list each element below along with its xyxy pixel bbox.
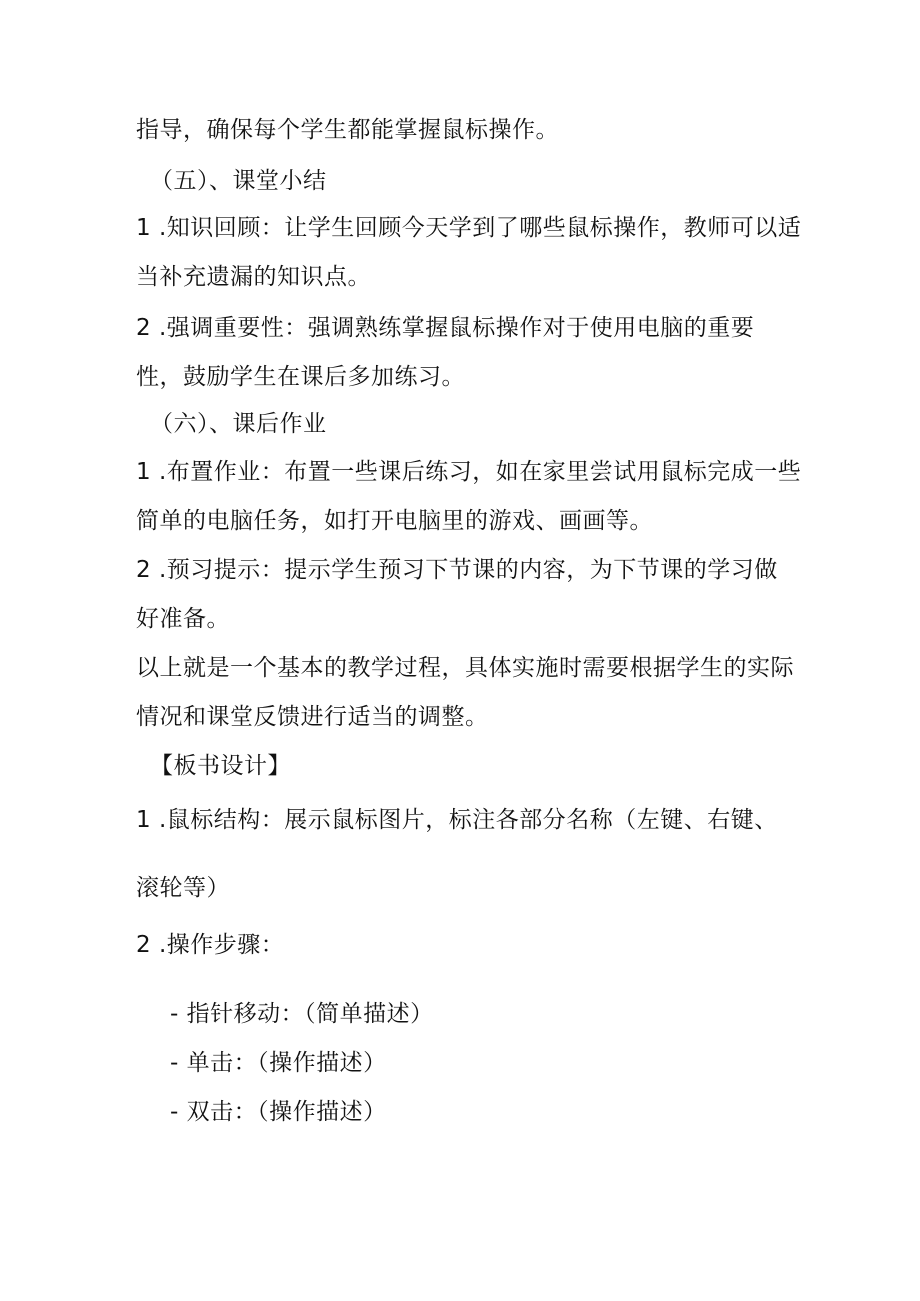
list-item-line: 1 .鼠标结构：展示鼠标图片，标注各部分名称（左键、右键、 — [136, 807, 778, 833]
section-heading: 【板书设计】 — [150, 753, 291, 779]
list-item-line: 滚轮等） — [136, 875, 230, 901]
sub-list-item: - 单击：（操作描述） — [170, 1050, 387, 1076]
list-item-line: 2 .强调重要性：强调熟练掌握鼠标操作对于使用电脑的重要 — [136, 315, 755, 341]
list-item-line: 性，鼓励学生在课后多加练习。 — [136, 364, 465, 390]
paragraph-line: 指导，确保每个学生都能掌握鼠标操作。 — [136, 117, 559, 143]
list-item-line: 当补充遗漏的知识点。 — [136, 264, 371, 290]
section-heading: （五）、课堂小结 — [150, 168, 327, 194]
sub-list-item: - 指针移动：（简单描述） — [170, 1001, 434, 1027]
list-item-line: 1 .布置作业：布置一些课后练习，如在家里尝试用鼠标完成一些 — [136, 459, 802, 485]
section-heading: （六）、课后作业 — [150, 411, 327, 437]
paragraph-line: 情况和课堂反馈进行适当的调整。 — [136, 704, 489, 730]
sub-list-item: - 双击：（操作描述） — [170, 1099, 387, 1125]
list-item-line: 简单的电脑任务，如打开电脑里的游戏、画画等。 — [136, 508, 653, 534]
list-item-line: 1 .知识回顾：让学生回顾今天学到了哪些鼠标操作，教师可以适 — [136, 215, 802, 241]
list-item-line: 2 .预习提示：提示学生预习下节课的内容，为下节课的学习做 — [136, 557, 778, 583]
paragraph-line: 以上就是一个基本的教学过程，具体实施时需要根据学生的实际 — [136, 655, 794, 681]
list-item-line: 2 .操作步骤： — [136, 932, 285, 958]
list-item-line: 好准备。 — [136, 606, 230, 632]
